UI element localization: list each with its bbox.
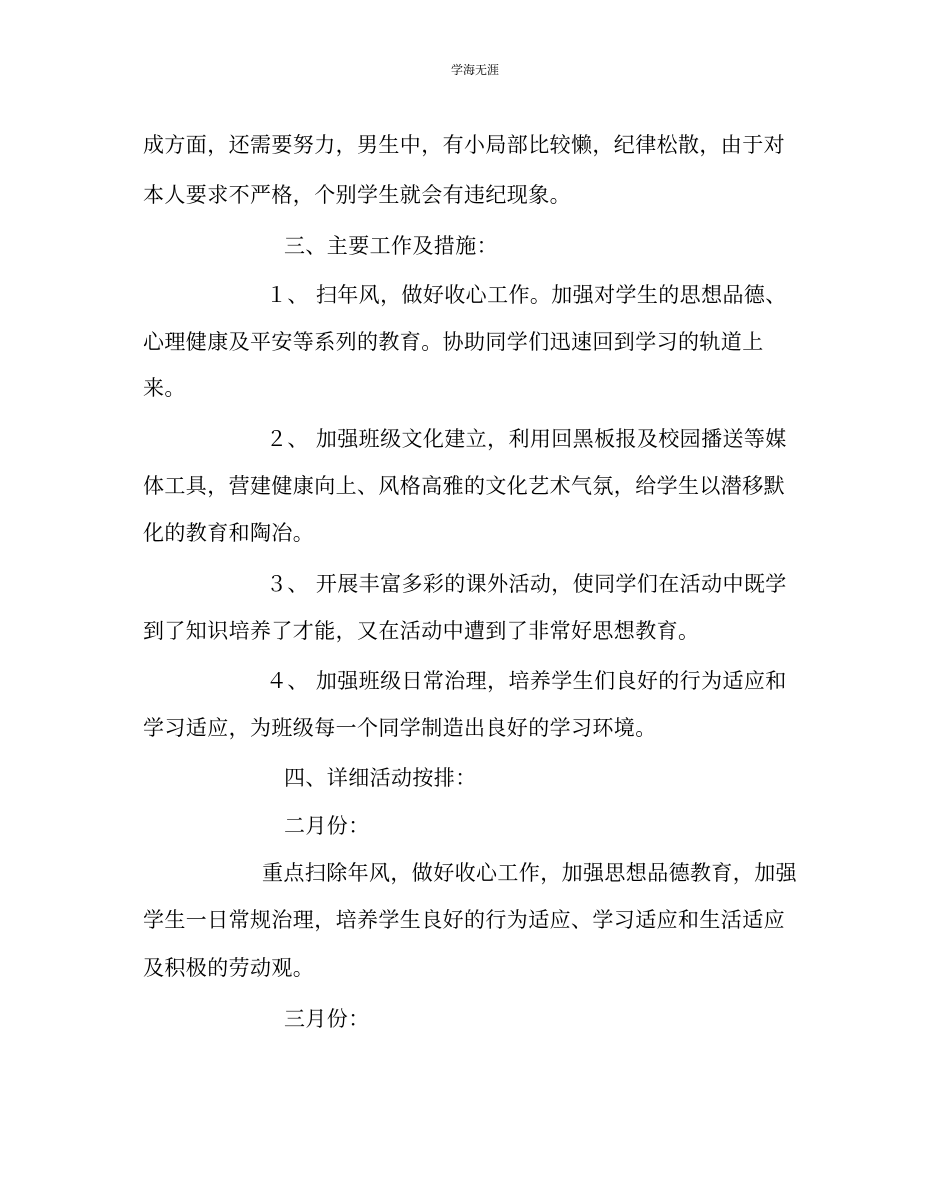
page-header: 学海无涯 [450, 63, 499, 77]
list-item-4-line: ４、 加强班级日常治理，培养学生们良好的行为适应和 [266, 669, 787, 693]
feb-paragraph-line: 重点扫除年风，做好收心工作，加强思想品德教育，加强 [262, 861, 797, 885]
list-item-2-line: 体工具，营建健康向上、风格高雅的文化艺术气氛，给学生以潜移默 [143, 474, 785, 498]
month-heading-mar: 三月份： [284, 1007, 370, 1031]
section-heading-3: 三、主要工作及措施： [284, 234, 498, 258]
list-item-4-line: 学习适应，为班级每一个同学制造出良好的学习环境。 [143, 716, 657, 740]
feb-paragraph-line: 学生一日常规治理，培养学生良好的行为适应、学习适应和生活适应 [143, 908, 785, 932]
list-item-2-line: ２、 加强班级文化建立，利用回黑板报及校园播送等媒 [266, 427, 787, 451]
month-heading-feb: 二月份： [284, 814, 370, 838]
list-item-3-line: 到了知识培养了才能，又在活动中遭到了非常好思想教育。 [143, 619, 700, 643]
list-item-1-line: １、 扫年风，做好收心工作。加强对学生的思想品德、 [266, 283, 787, 307]
list-item-1-line: 心理健康及平安等系列的教育。协助同学们迅速回到学习的轨道上 [143, 330, 764, 354]
paragraph-line: 本人要求不严格，个别学生就会有违纪现象。 [143, 183, 571, 207]
list-item-2-line: 化的教育和陶冶。 [143, 521, 315, 545]
section-heading-4: 四、详细活动按排： [284, 766, 477, 790]
feb-paragraph-line: 及积极的劳动观。 [143, 956, 315, 980]
list-item-3-line: ３、 开展丰富多彩的课外活动，使同学们在活动中既学 [266, 572, 787, 596]
paragraph-line: 成方面，还需要努力，男生中，有小局部比较懒，纪律松散，由于对 [143, 133, 785, 157]
list-item-1-line: 来。 [143, 376, 186, 400]
